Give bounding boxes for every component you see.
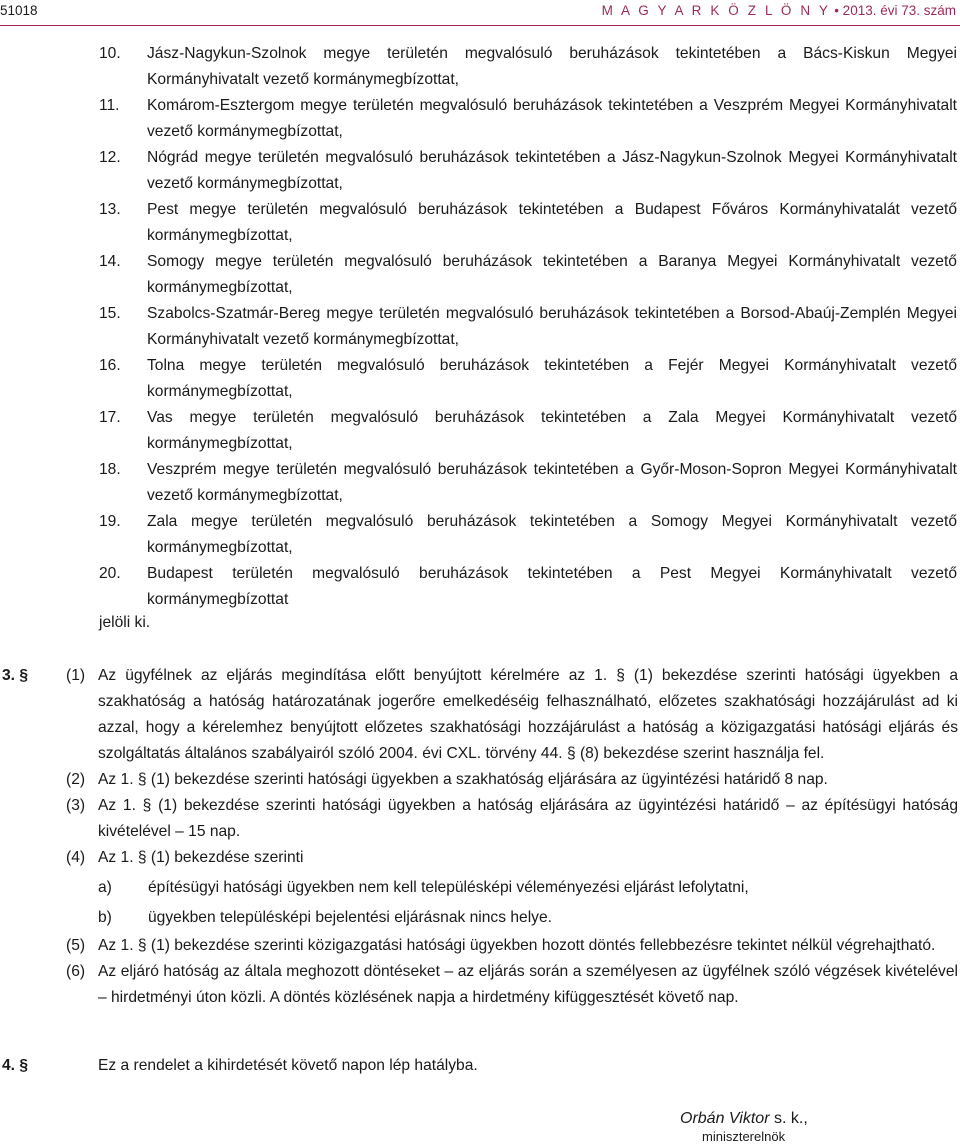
signatory-name: Orbán Viktor (680, 1110, 770, 1127)
journal-issue: • 2013. évi 73. szám (834, 3, 956, 18)
list-item-text: Tolna megye területén megvalósuló beruházások tekintetében a Fejér Megyei Kormányhivatalt vezető kormánymegbízottat, (147, 357, 957, 400)
list-item-text: Vas megye területén megvalósuló beruházások tekintetében a Zala Megyei Kormányhivatalt vezető kormánymegbízottat, (147, 409, 957, 452)
list-item-text: Zala megye területén megvalósuló beruházások tekintetében a Somogy Megyei Kormányhivatalt vezető kormánymegbízottat, (147, 513, 957, 556)
section-4-text: Ez a rendelet a kihirdetését követő napon lép hatályba. (98, 1057, 478, 1074)
list-item-text: Szabolcs-Szatmár-Bereg megye területén megvalósuló beruházások tekintetében a Borsod-Abaúj-Zemplén Megyei Kormányhivatalt vezető kormánymegbízottat, (147, 305, 957, 348)
list-item-number: 19. (99, 513, 121, 530)
list-item-number: 20. (99, 565, 121, 582)
list-item (0, 145, 960, 197)
signatory-role: miniszterelnök (702, 1129, 786, 1144)
journal-title: M A G Y A R K Ö Z L Ö N Y (601, 3, 831, 18)
appointment-list (0, 41, 960, 613)
list-item-number: 16. (99, 357, 121, 374)
section-3-heading: 3. § (2, 667, 29, 684)
section-3 (0, 663, 960, 1011)
subpoint-label: b) (98, 909, 112, 926)
paragraph-number: (5) (66, 937, 86, 954)
paragraph-1 (0, 663, 960, 767)
list-item-text: Pest megye területén megvalósuló beruházások tekintetében a Budapest Főváros Kormányhivatalát vezető kormánymegbízottat, (147, 201, 957, 244)
subpoint-text: építésügyi hatósági ügyekben nem kell településképi véleményezési eljárást lefolytatni, (148, 879, 749, 896)
list-item (0, 93, 960, 145)
signatory-rank: s. k., (769, 1110, 808, 1127)
list-item (0, 197, 960, 249)
list-item-number: 14. (99, 253, 121, 270)
section-4-paragraph (0, 1053, 960, 1079)
list-item-number: 11. (99, 97, 120, 114)
paragraph-text: Az ügyfélnek az eljárás megindítása előtt benyújtott kérelmére az 1. § (1) bekezdése szerinti hatósági ügyekben a szakhatóság a hatóság határozatának jogerőre emelkedéséig felhasználható, előzetes szakhatósági hozzájárulást ad ki azzal, hogy a kérelemhez benyújtott előzetes szakhatósági hozzájárulást a hatóság a közigazgatási hatósági eljárás és szolgáltatás általános szabályairól szóló 2004. évi CXL. törvény 44. § (8) bekezdése szerint használja fel. (98, 667, 958, 762)
paragraph-4 (0, 845, 960, 871)
section-4-heading: 4. § (2, 1057, 29, 1074)
subpoint-a (0, 875, 960, 901)
paragraph-text: Az 1. § (1) bekezdése szerinti hatósági ügyekben a hatóság eljárására az ügyintézési határidő – az építésügyi hatóság kivételével – 15 nap. (98, 797, 958, 840)
list-item (0, 353, 960, 405)
paragraph-text: Az 1. § (1) bekezdése szerinti hatósági ügyekben a szakhatóság eljárására az ügyintézési határidő 8 nap. (98, 771, 828, 788)
list-item-text: Nógrád megye területén megvalósuló beruházások tekintetében a Jász-Nagykun-Szolnok Megyei Kormányhivatalt vezető kormánymegbízottat, (147, 149, 957, 192)
paragraph-number: (2) (66, 771, 86, 788)
paragraph-2 (0, 767, 960, 793)
paragraph-text: Az 1. § (1) bekezdése szerinti közigazgatási hatósági ügyekben hozott döntés fellebbezésre tekintet nélkül végrehajtható. (98, 937, 936, 954)
list-item-number: 13. (99, 201, 121, 218)
list-item-number: 18. (99, 461, 121, 478)
list-item-number: 17. (99, 409, 121, 426)
list-item-text: Jász-Nagykun-Szolnok megye területén megvalósuló beruházások tekintetében a Bács-Kiskun Megyei Kormányhivatalt vezető kormánymegbízottat, (147, 45, 957, 88)
paragraph-number: (3) (66, 797, 86, 814)
list-item-text: Komárom-Esztergom megye területén megvalósuló beruházások tekintetében a Veszprém Megyei Kormányhivatalt vezető kormánymegbízottat, (147, 97, 957, 140)
paragraph-3 (0, 793, 960, 845)
paragraph-number: (4) (66, 849, 86, 866)
list-item-text: Somogy megye területén megvalósuló beruházások tekintetében a Baranya Megyei Kormányhivatalt vezető kormánymegbízottat, (147, 253, 957, 296)
paragraph-5 (0, 933, 960, 959)
list-item-number: 10. (99, 45, 121, 62)
list-item (0, 561, 960, 613)
page-number: 51018 (0, 3, 38, 18)
page-header (0, 0, 960, 22)
paragraph-number-spacer (66, 1053, 98, 1079)
paragraph-number: (1) (66, 667, 86, 684)
list-closing: jelöli ki. (99, 614, 151, 631)
paragraph-6 (0, 959, 960, 1011)
subpoint-text: ügyekben településképi bejelentési eljárásnak nincs helye. (148, 909, 552, 926)
list-item-text: Veszprém megye területén megvalósuló beruházások tekintetében a Győr-Moson-Sopron Megyei Kormányhivatalt vezető kormánymegbízottat, (147, 461, 957, 504)
subpoint-b (0, 905, 960, 931)
subpoint-label: a) (98, 879, 112, 896)
list-item (0, 405, 960, 457)
paragraph-text: Az eljáró hatóság az általa meghozott döntéseket – az eljárás során a személyesen az ügyfélnek szóló végzések kivételével – hirdetményi úton közli. A döntés közlésének napja a hirdetmény kifüggesztését követő nap. (98, 963, 958, 1006)
list-item (0, 457, 960, 509)
list-item (0, 249, 960, 301)
list-item (0, 41, 960, 93)
list-item-number: 15. (99, 305, 121, 322)
list-item (0, 509, 960, 561)
paragraph-number: (6) (66, 963, 86, 980)
header-rule (0, 25, 960, 26)
journal-info (602, 0, 956, 22)
paragraph-text: Az 1. § (1) bekezdése szerinti (98, 849, 304, 866)
section-4 (0, 1053, 960, 1079)
list-item (0, 301, 960, 353)
list-item-text: Budapest területén megvalósuló beruházások tekintetében a Pest Megyei Kormányhivatalt vezető kormánymegbízottat (147, 565, 957, 608)
list-item-number: 12. (99, 149, 121, 166)
